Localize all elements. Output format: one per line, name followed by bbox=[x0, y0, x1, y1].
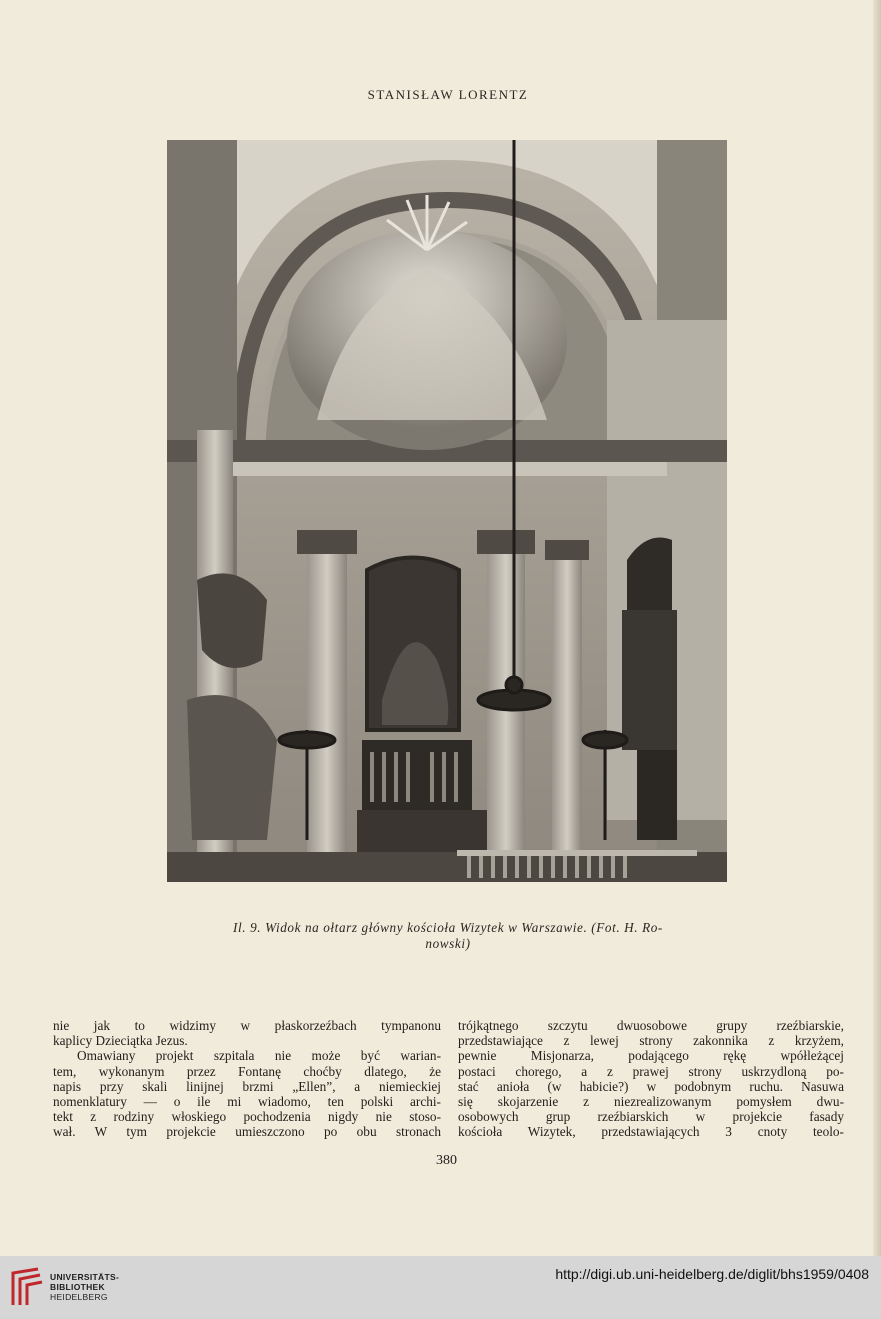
text-line: tem, wykonanym przez Fontanę choćby dlatego, że bbox=[53, 1063, 441, 1079]
page-edge bbox=[873, 0, 881, 1256]
caption-line-2: nowski) bbox=[425, 936, 471, 951]
permalink-url[interactable]: http://digi.ub.uni-heidelberg.de/diglit/bhs1959/0408 bbox=[555, 1266, 869, 1282]
figure-caption bbox=[170, 920, 726, 952]
altar-photograph bbox=[167, 140, 727, 882]
text-line: trójkątnego szczytu dwuosobowe grupy rzeźbiarskie, bbox=[458, 1018, 844, 1033]
caption-line-1: Il. 9. Widok na ołtarz główny kościoła Wizytek w Warszawie. (Fot. H. Ro- bbox=[233, 920, 663, 935]
text-line: nie jak to widzimy w płaskorzeźbach tympanonu bbox=[53, 1018, 441, 1033]
institution-line-1: UNIVERSITÄTS- bbox=[50, 1272, 120, 1282]
text-line: pewnie Misjonarza, podającego rękę wpółleżącej bbox=[458, 1048, 844, 1064]
text-line: tekt z rodziny włoskiego pochodzenia nigdy nie stoso- bbox=[53, 1109, 441, 1125]
institution-name bbox=[50, 1272, 119, 1302]
text-line: przedstawiające z lewej strony zakonnika z krzyżem, bbox=[458, 1033, 844, 1049]
text-line: stać anioła (w habicie?) w podobnym ruchu. Nasuwa bbox=[458, 1078, 844, 1094]
text-line: nomenklatury — o ile mi wiadomo, ten polski archi- bbox=[53, 1094, 441, 1110]
text-line: napis przy skali linijnej brzmi „Ellen”, a niemieckiej bbox=[53, 1078, 441, 1094]
text-line: kaplicy Dzieciątka Jezus. bbox=[53, 1033, 188, 1049]
text-line: osobowych grup rzeźbiarskich w projekcie fasady bbox=[458, 1109, 844, 1125]
page-number: 380 bbox=[436, 1153, 457, 1168]
altar-photo-illustration bbox=[167, 140, 727, 882]
text-line: kościoła Wizytek, przedstawiających 3 cnoty teolo- bbox=[458, 1124, 844, 1140]
running-head: STANISŁAW LORENTZ bbox=[367, 87, 529, 102]
right-text-column bbox=[458, 1018, 844, 1140]
text-line: postaci chorego, a z prawej strony uskrzydloną po- bbox=[458, 1063, 844, 1079]
left-text-column bbox=[53, 1018, 441, 1140]
text-line: wał. W tym projekcie umieszczono po obu stronach bbox=[53, 1124, 441, 1140]
institution-line-2: BIBLIOTHEK bbox=[50, 1282, 105, 1292]
text-line: się skojarzenie z niezrealizowanym pomysłem dwu- bbox=[458, 1094, 844, 1110]
text-line: Omawiany projekt szpitala nie może być warian- bbox=[77, 1048, 441, 1064]
institution-line-3: HEIDELBERG bbox=[50, 1292, 108, 1302]
university-library-logo-icon[interactable] bbox=[10, 1265, 46, 1309]
